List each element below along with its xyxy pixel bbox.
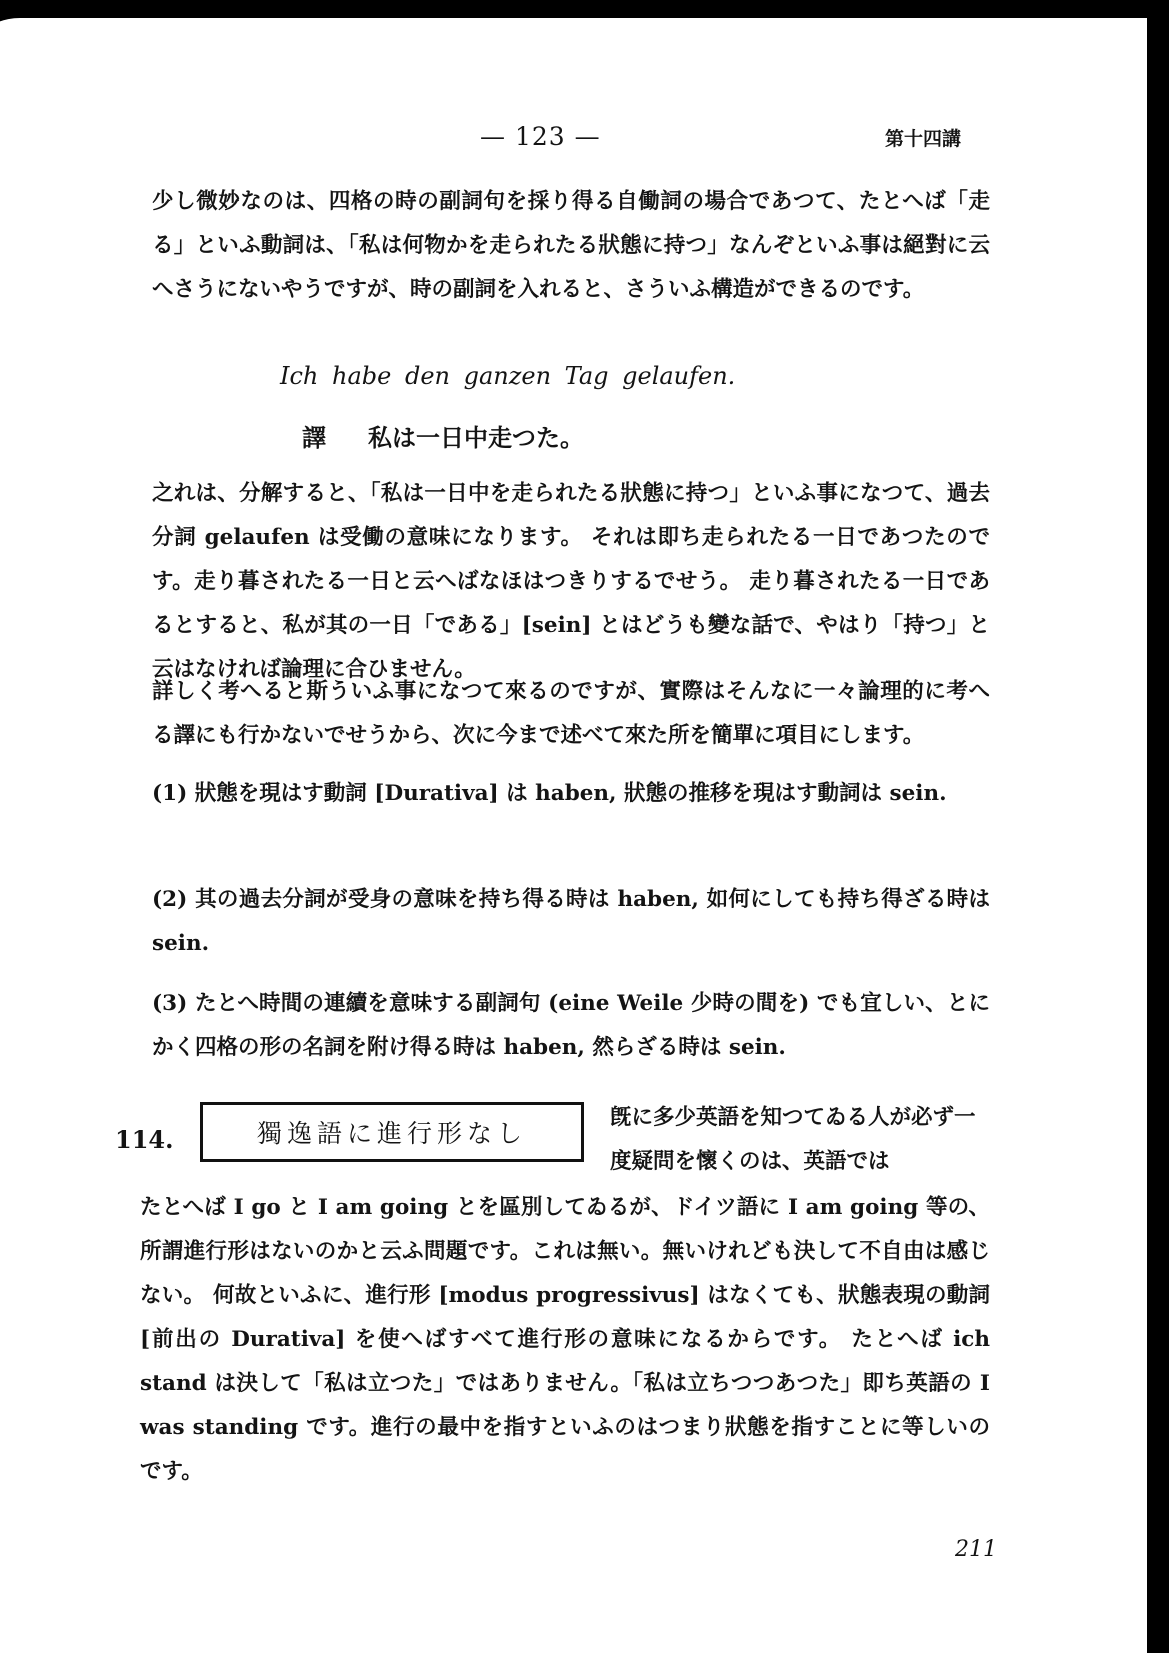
section-number: 114. — [115, 1125, 174, 1154]
section-body: たとへば I go と I am going とを區別してゐるが、ドイツ語に I am going 等の、所謂進行形はないのかと云ふ問題です。これは無い。無いけれども決して不自由は感じない。 何故といふに、進行形 [modus progressivus] はなくても、狀態表現の動詞 [前出の Durativa] を使へばすべて進行形の意味になるからです。 たとへば ich stand は決して「私は立つた」ではありません。「私は立ちつつあつた」即ち英語の I was standing です。進行の最中を指すといふのはつまり狀態を指すことに等しいのです。 — [140, 1195, 990, 1484]
section-lead-text: 旣に多少英語を知つてゐる人が必ず一度疑問を懷くのは、英語では — [610, 1105, 976, 1174]
list-item-1: (1) 狀態を現はす動詞 [Durativa] は haben, 狀態の推移を現はす動詞は sein. — [152, 781, 947, 806]
translation-text: 私は一日中走つた。 — [368, 423, 584, 452]
section-title: 獨逸語に進行形なし — [256, 1119, 527, 1148]
header-chapter-title: 第十四講 — [885, 128, 962, 150]
translation-label: 譯 — [302, 423, 326, 452]
section-title-box — [200, 1102, 584, 1162]
list-item-3: (3) たとへ時間の連續を意味する副詞句 (eine Weile 少時の間を) でも宜しい、とにかく四格の形の名詞を附け得る時は haben, 然らざる時は sein. — [152, 991, 990, 1060]
header-page-number: — 123 — — [480, 122, 601, 151]
list-item-2: (2) 其の過去分詞が受身の意味を持ち得る時は haben, 如何にしても持ち得ざる時は sein. — [152, 887, 990, 956]
paragraph-3: 詳しく考へると斯ういふ事になつて來るのですが、實際はそんなに一々論理的に考へる譯にも行かないでせうから、次に今まで述べて來た所を簡單に項目にします。 — [152, 679, 990, 748]
german-example-sentence: Ich habe den ganzen Tag gelaufen. — [280, 362, 736, 390]
translation-line — [302, 418, 584, 453]
paragraph-1: 少し微妙なのは、四格の時の副詞句を採り得る自働詞の場合であつて、たとへば「走る」といふ動詞は、「私は何物かを走られたる狀態に持つ」なんぞといふ事は絕對に云へさうにないやうですが、時の副詞を入れると、さういふ構造ができるのです。 — [152, 189, 990, 302]
footer-page-number: 211 — [955, 1537, 997, 1562]
paragraph-2: 之れは、分解すると、「私は一日中を走られたる狀態に持つ」といふ事になつて、過去分詞 gelaufen は受働の意味になります。 それは即ち走られたる一日であつたのです。走り暮されたる一日と云へばなほはつきりするでせう。 走り暮されたる一日であるとすると、私が其の一日「である」[sein] とはどうも變な話で、やはり「持つ」と云はなければ論理に合ひません。 — [152, 481, 990, 682]
